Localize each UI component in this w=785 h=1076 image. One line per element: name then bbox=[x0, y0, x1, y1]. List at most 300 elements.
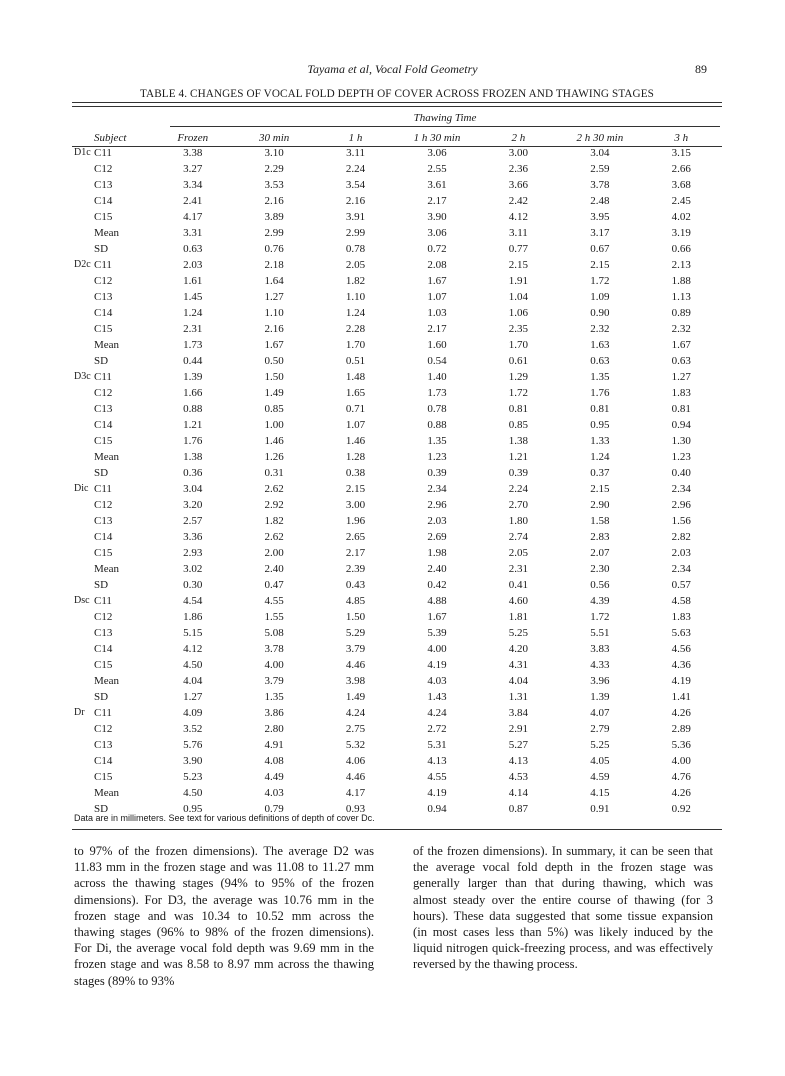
table-row bbox=[72, 337, 722, 353]
value-cell: 2.30 bbox=[590, 563, 610, 575]
subject-cell: C14 bbox=[94, 307, 113, 319]
value-cell: 5.27 bbox=[508, 739, 529, 751]
value-cell: 2.42 bbox=[508, 195, 529, 207]
value-cell: 4.50 bbox=[183, 659, 203, 671]
value-cell: 4.50 bbox=[183, 787, 203, 799]
table-row bbox=[72, 577, 722, 593]
value-cell: 4.56 bbox=[671, 643, 691, 655]
table-row bbox=[72, 385, 722, 401]
value-cell: 2.91 bbox=[508, 723, 529, 735]
measure-label bbox=[72, 465, 94, 481]
value-cell: 2.08 bbox=[427, 259, 447, 271]
subject-cell: Mean bbox=[94, 563, 120, 575]
table-row bbox=[72, 737, 722, 753]
value-cell: 1.07 bbox=[345, 419, 366, 431]
value-cell: 1.73 bbox=[183, 339, 203, 351]
value-cell: 3.86 bbox=[264, 707, 284, 719]
value-cell: 2.16 bbox=[264, 195, 284, 207]
value-cell: 5.32 bbox=[345, 739, 366, 751]
value-cell: 2.05 bbox=[508, 547, 529, 559]
value-cell: 2.18 bbox=[264, 259, 284, 271]
value-cell: 3.98 bbox=[345, 675, 366, 687]
value-cell: 4.04 bbox=[183, 675, 203, 687]
measure-label: Dr bbox=[74, 707, 85, 718]
table-row bbox=[72, 145, 722, 161]
value-cell: 3.20 bbox=[183, 499, 203, 511]
table-row bbox=[72, 641, 722, 657]
value-cell: 4.58 bbox=[671, 595, 691, 607]
column-header: Frozen bbox=[177, 132, 209, 144]
value-cell: 2.40 bbox=[264, 563, 284, 575]
table-header-row bbox=[72, 131, 722, 145]
subject-cell: C14 bbox=[94, 643, 113, 655]
value-cell: 5.39 bbox=[427, 627, 447, 639]
value-cell: 2.92 bbox=[264, 499, 284, 511]
value-cell: 0.81 bbox=[508, 403, 529, 415]
subject-cell: C12 bbox=[94, 163, 113, 175]
value-cell: 4.09 bbox=[183, 707, 203, 719]
value-cell: 2.24 bbox=[345, 163, 366, 175]
value-cell: 0.78 bbox=[345, 243, 366, 255]
value-cell: 0.67 bbox=[590, 243, 610, 255]
measure-label bbox=[72, 689, 94, 705]
measure-label bbox=[72, 497, 94, 513]
subject-cell: C13 bbox=[94, 627, 113, 639]
column-header: Subject bbox=[94, 132, 127, 144]
value-cell: 1.31 bbox=[508, 691, 529, 703]
value-cell: 2.93 bbox=[183, 547, 203, 559]
value-cell: 4.36 bbox=[671, 659, 691, 671]
value-cell: 0.40 bbox=[671, 467, 691, 479]
table-row bbox=[72, 673, 722, 689]
value-cell: 2.62 bbox=[264, 531, 284, 543]
subject-cell: Mean bbox=[94, 227, 120, 239]
subject-cell: SD bbox=[94, 467, 109, 479]
measure-label bbox=[72, 225, 94, 241]
value-cell: 1.35 bbox=[427, 435, 447, 447]
value-cell: 3.53 bbox=[264, 179, 284, 191]
measure-label bbox=[72, 785, 94, 801]
value-cell: 2.83 bbox=[590, 531, 610, 543]
value-cell: 1.23 bbox=[427, 451, 447, 463]
value-cell: 1.55 bbox=[264, 611, 284, 623]
value-cell: 2.15 bbox=[590, 483, 610, 495]
value-cell: 4.15 bbox=[590, 787, 610, 799]
table-row bbox=[72, 257, 722, 273]
measure-label bbox=[72, 609, 94, 625]
measure-label bbox=[72, 737, 94, 753]
value-cell: 3.10 bbox=[264, 147, 284, 159]
value-cell: 2.69 bbox=[427, 531, 447, 543]
table-row bbox=[72, 689, 722, 705]
value-cell: 2.45 bbox=[671, 195, 691, 207]
value-cell: 2.70 bbox=[508, 499, 529, 511]
subject-cell: C13 bbox=[94, 179, 113, 191]
value-cell: 4.46 bbox=[345, 659, 366, 671]
value-cell: 2.99 bbox=[345, 227, 366, 239]
value-cell: 4.59 bbox=[590, 771, 610, 783]
measure-label bbox=[72, 673, 94, 689]
value-cell: 1.72 bbox=[508, 387, 529, 399]
value-cell: 5.36 bbox=[671, 739, 691, 751]
value-cell: 3.54 bbox=[345, 179, 366, 191]
measure-label bbox=[72, 449, 94, 465]
value-cell: 1.60 bbox=[427, 339, 447, 351]
value-cell: 2.32 bbox=[671, 323, 691, 335]
top-rule-second bbox=[72, 106, 722, 107]
measure-label: D2c bbox=[74, 259, 91, 270]
subject-cell: C11 bbox=[94, 483, 112, 495]
subject-cell: C15 bbox=[94, 547, 113, 559]
subject-cell: C14 bbox=[94, 419, 113, 431]
value-cell: 2.55 bbox=[427, 163, 447, 175]
value-cell: 4.19 bbox=[671, 675, 691, 687]
value-cell: 2.90 bbox=[590, 499, 610, 511]
value-cell: 0.63 bbox=[671, 355, 691, 367]
value-cell: 1.23 bbox=[671, 451, 691, 463]
subject-cell: Mean bbox=[94, 339, 120, 351]
value-cell: 3.78 bbox=[590, 179, 610, 191]
value-cell: 1.46 bbox=[345, 435, 366, 447]
value-cell: 1.43 bbox=[427, 691, 447, 703]
value-cell: 4.02 bbox=[671, 211, 691, 223]
value-cell: 2.00 bbox=[264, 547, 284, 559]
value-cell: 1.03 bbox=[427, 307, 447, 319]
value-cell: 1.38 bbox=[508, 435, 529, 447]
value-cell: 1.38 bbox=[183, 451, 203, 463]
value-cell: 1.35 bbox=[590, 371, 610, 383]
measure-header bbox=[72, 131, 94, 145]
value-cell: 0.43 bbox=[345, 579, 366, 591]
subject-cell: C11 bbox=[94, 707, 112, 719]
value-cell: 1.66 bbox=[183, 387, 203, 399]
subject-cell: SD bbox=[94, 579, 109, 591]
value-cell: 1.67 bbox=[427, 611, 447, 623]
value-cell: 0.88 bbox=[183, 403, 203, 415]
value-cell: 0.30 bbox=[183, 579, 203, 591]
subject-cell: Mean bbox=[94, 675, 120, 687]
subject-cell: C15 bbox=[94, 435, 113, 447]
measure-label bbox=[72, 193, 94, 209]
measure-label bbox=[72, 241, 94, 257]
value-cell: 3.06 bbox=[427, 147, 447, 159]
column-header: 1 h bbox=[348, 132, 363, 144]
value-cell: 1.27 bbox=[183, 691, 203, 703]
value-cell: 3.89 bbox=[264, 211, 284, 223]
value-cell: 4.91 bbox=[264, 739, 284, 751]
value-cell: 0.56 bbox=[590, 579, 610, 591]
subject-cell: Mean bbox=[94, 451, 120, 463]
value-cell: 4.55 bbox=[427, 771, 447, 783]
value-cell: 3.84 bbox=[508, 707, 529, 719]
value-cell: 1.13 bbox=[671, 291, 691, 303]
value-cell: 2.57 bbox=[183, 515, 203, 527]
table-row bbox=[72, 161, 722, 177]
table-row bbox=[72, 305, 722, 321]
value-cell: 0.50 bbox=[264, 355, 284, 367]
value-cell: 4.85 bbox=[345, 595, 366, 607]
value-cell: 0.85 bbox=[264, 403, 284, 415]
value-cell: 4.76 bbox=[671, 771, 691, 783]
value-cell: 1.48 bbox=[345, 371, 366, 383]
column-header: 30 min bbox=[259, 132, 290, 144]
value-cell: 4.33 bbox=[590, 659, 610, 671]
value-cell: 1.04 bbox=[508, 291, 529, 303]
measure-label bbox=[72, 545, 94, 561]
value-cell: 0.66 bbox=[671, 243, 691, 255]
value-cell: 0.95 bbox=[183, 803, 203, 815]
value-cell: 2.34 bbox=[427, 483, 447, 495]
table-row bbox=[72, 369, 722, 385]
value-cell: 2.41 bbox=[183, 195, 203, 207]
value-cell: 4.19 bbox=[427, 659, 447, 671]
value-cell: 0.79 bbox=[264, 803, 284, 815]
value-cell: 0.95 bbox=[590, 419, 610, 431]
value-cell: 3.27 bbox=[183, 163, 203, 175]
value-cell: 4.26 bbox=[671, 707, 691, 719]
measure-label bbox=[72, 577, 94, 593]
value-cell: 0.31 bbox=[264, 467, 284, 479]
value-cell: 2.24 bbox=[508, 483, 529, 495]
value-cell: 3.91 bbox=[345, 211, 366, 223]
value-cell: 4.00 bbox=[427, 643, 447, 655]
value-cell: 4.17 bbox=[345, 787, 366, 799]
value-cell: 2.40 bbox=[427, 563, 447, 575]
value-cell: 1.70 bbox=[345, 339, 366, 351]
value-cell: 1.80 bbox=[508, 515, 529, 527]
value-cell: 3.02 bbox=[183, 563, 203, 575]
value-cell: 4.03 bbox=[427, 675, 447, 687]
value-cell: 1.10 bbox=[345, 291, 366, 303]
subject-cell: C12 bbox=[94, 499, 113, 511]
table-row bbox=[72, 785, 722, 801]
value-cell: 2.66 bbox=[671, 163, 691, 175]
table-row bbox=[72, 769, 722, 785]
value-cell: 1.72 bbox=[590, 611, 610, 623]
value-cell: 5.31 bbox=[427, 739, 447, 751]
value-cell: 0.71 bbox=[345, 403, 366, 415]
table-row bbox=[72, 705, 722, 721]
subject-cell: C12 bbox=[94, 723, 113, 735]
value-cell: 1.83 bbox=[671, 611, 691, 623]
value-cell: 1.39 bbox=[183, 371, 203, 383]
value-cell: 0.47 bbox=[264, 579, 284, 591]
value-cell: 3.11 bbox=[346, 147, 365, 159]
value-cell: 2.03 bbox=[427, 515, 447, 527]
subject-cell: C13 bbox=[94, 515, 113, 527]
value-cell: 0.41 bbox=[508, 579, 529, 591]
measure-label bbox=[72, 321, 94, 337]
table-row bbox=[72, 433, 722, 449]
value-cell: 2.03 bbox=[671, 547, 691, 559]
value-cell: 2.62 bbox=[264, 483, 284, 495]
table-row bbox=[72, 513, 722, 529]
value-cell: 2.59 bbox=[590, 163, 610, 175]
value-cell: 1.40 bbox=[427, 371, 447, 383]
value-cell: 3.11 bbox=[508, 227, 528, 239]
value-cell: 1.24 bbox=[590, 451, 610, 463]
value-cell: 5.76 bbox=[183, 739, 203, 751]
value-cell: 4.03 bbox=[264, 787, 284, 799]
measure-label: Dic bbox=[74, 483, 89, 494]
value-cell: 2.65 bbox=[345, 531, 366, 543]
subject-cell: C11 bbox=[94, 259, 112, 271]
value-cell: 3.90 bbox=[183, 755, 203, 767]
value-cell: 0.63 bbox=[590, 355, 610, 367]
measure-label: D3c bbox=[74, 371, 91, 382]
subject-cell: C14 bbox=[94, 195, 113, 207]
subject-cell: SD bbox=[94, 691, 109, 703]
subject-cell: SD bbox=[94, 803, 109, 815]
value-cell: 1.91 bbox=[508, 275, 529, 287]
measure-label bbox=[72, 177, 94, 193]
bottom-rule bbox=[72, 829, 722, 830]
value-cell: 0.57 bbox=[671, 579, 691, 591]
table-row bbox=[72, 209, 722, 225]
value-cell: 4.00 bbox=[671, 755, 691, 767]
subject-cell: C15 bbox=[94, 211, 113, 223]
value-cell: 5.23 bbox=[183, 771, 203, 783]
measure-label bbox=[72, 385, 94, 401]
value-cell: 2.80 bbox=[264, 723, 284, 735]
value-cell: 1.21 bbox=[183, 419, 203, 431]
value-cell: 1.45 bbox=[183, 291, 203, 303]
top-rule bbox=[72, 102, 722, 103]
value-cell: 2.32 bbox=[590, 323, 610, 335]
value-cell: 2.07 bbox=[590, 547, 610, 559]
value-cell: 4.06 bbox=[345, 755, 366, 767]
thawing-time-header: Thawing Time bbox=[413, 112, 477, 124]
measure-label bbox=[72, 433, 94, 449]
value-cell: 0.63 bbox=[183, 243, 203, 255]
value-cell: 3.04 bbox=[183, 483, 203, 495]
value-cell: 2.17 bbox=[427, 195, 447, 207]
measure-label bbox=[72, 273, 94, 289]
value-cell: 2.36 bbox=[508, 163, 529, 175]
column-header: 2 h 30 min bbox=[576, 132, 624, 144]
table-body bbox=[72, 145, 722, 817]
running-head: Tayama et al, Vocal Fold Geometry bbox=[307, 62, 478, 76]
table-row bbox=[72, 753, 722, 769]
value-cell: 2.99 bbox=[264, 227, 284, 239]
subject-cell: C12 bbox=[94, 611, 113, 623]
body-text-left-column: to 97% of the frozen dimensions). The average D2 was 11.83 mm in the frozen stage and was 11.08 to 11.27 mm across the thawing stages (94% to 95% of the frozen dimensions). For D3, the average was 10.76 mm in the frozen stage and was 10.34 to 10.52 mm across the thawing stages (96% to 98% of the frozen dimensions). For Di, the average vocal fold depth was 9.69 mm in the frozen stage and was 8.58 to 8.97 mm across the thawing stages (89% to 93% bbox=[74, 844, 374, 988]
value-cell: 2.79 bbox=[590, 723, 610, 735]
value-cell: 0.87 bbox=[508, 803, 529, 815]
value-cell: 4.49 bbox=[264, 771, 284, 783]
value-cell: 0.78 bbox=[427, 403, 447, 415]
measure-label bbox=[72, 769, 94, 785]
value-cell: 1.07 bbox=[427, 291, 447, 303]
subject-cell: C11 bbox=[94, 371, 112, 383]
table-row bbox=[72, 545, 722, 561]
subject-cell: C11 bbox=[94, 595, 112, 607]
table-row bbox=[72, 625, 722, 641]
value-cell: 3.96 bbox=[590, 675, 610, 687]
measure-label bbox=[72, 753, 94, 769]
value-cell: 4.14 bbox=[508, 787, 529, 799]
value-cell: 4.24 bbox=[345, 707, 366, 719]
value-cell: 4.55 bbox=[264, 595, 284, 607]
table-row bbox=[72, 241, 722, 257]
measure-label bbox=[72, 417, 94, 433]
value-cell: 3.90 bbox=[427, 211, 447, 223]
value-cell: 1.76 bbox=[183, 435, 203, 447]
value-cell: 1.35 bbox=[264, 691, 284, 703]
value-cell: 1.49 bbox=[264, 387, 284, 399]
value-cell: 1.24 bbox=[345, 307, 366, 319]
value-cell: 0.76 bbox=[264, 243, 284, 255]
value-cell: 3.52 bbox=[183, 723, 203, 735]
value-cell: 4.53 bbox=[508, 771, 529, 783]
value-cell: 4.24 bbox=[427, 707, 447, 719]
value-cell: 4.17 bbox=[183, 211, 203, 223]
value-cell: 2.34 bbox=[671, 483, 691, 495]
table-row bbox=[72, 225, 722, 241]
value-cell: 2.15 bbox=[590, 259, 610, 271]
value-cell: 3.68 bbox=[671, 179, 691, 191]
value-cell: 1.09 bbox=[590, 291, 610, 303]
value-cell: 2.31 bbox=[183, 323, 203, 335]
value-cell: 3.95 bbox=[590, 211, 610, 223]
value-cell: 1.10 bbox=[264, 307, 284, 319]
value-cell: 1.21 bbox=[508, 451, 529, 463]
value-cell: 1.67 bbox=[264, 339, 284, 351]
value-cell: 3.66 bbox=[508, 179, 529, 191]
value-cell: 4.05 bbox=[590, 755, 610, 767]
value-cell: 1.72 bbox=[590, 275, 610, 287]
value-cell: 3.78 bbox=[264, 643, 284, 655]
table-row bbox=[72, 497, 722, 513]
value-cell: 5.29 bbox=[345, 627, 366, 639]
value-cell: 3.34 bbox=[183, 179, 203, 191]
value-cell: 0.88 bbox=[427, 419, 447, 431]
value-cell: 1.63 bbox=[590, 339, 610, 351]
subject-cell: Mean bbox=[94, 787, 120, 799]
value-cell: 1.33 bbox=[590, 435, 610, 447]
value-cell: 0.94 bbox=[427, 803, 447, 815]
table-row bbox=[72, 417, 722, 433]
value-cell: 1.96 bbox=[345, 515, 366, 527]
value-cell: 0.72 bbox=[427, 243, 447, 255]
value-cell: 0.37 bbox=[590, 467, 610, 479]
value-cell: 3.31 bbox=[183, 227, 203, 239]
value-cell: 2.13 bbox=[671, 259, 691, 271]
value-cell: 1.67 bbox=[427, 275, 447, 287]
value-cell: 1.30 bbox=[671, 435, 691, 447]
measure-label bbox=[72, 353, 94, 369]
measure-label bbox=[72, 289, 94, 305]
value-cell: 0.89 bbox=[671, 307, 691, 319]
value-cell: 1.58 bbox=[590, 515, 610, 527]
value-cell: 3.06 bbox=[427, 227, 447, 239]
value-cell: 4.00 bbox=[264, 659, 284, 671]
table-row bbox=[72, 177, 722, 193]
value-cell: 2.16 bbox=[345, 195, 366, 207]
value-cell: 1.82 bbox=[345, 275, 366, 287]
value-cell: 4.20 bbox=[508, 643, 529, 655]
value-cell: 0.36 bbox=[183, 467, 203, 479]
value-cell: 0.39 bbox=[508, 467, 529, 479]
value-cell: 2.89 bbox=[671, 723, 691, 735]
value-cell: 4.88 bbox=[427, 595, 447, 607]
value-cell: 0.44 bbox=[183, 355, 203, 367]
subject-cell: C13 bbox=[94, 291, 113, 303]
measure-label bbox=[72, 513, 94, 529]
value-cell: 1.81 bbox=[508, 611, 529, 623]
table-row bbox=[72, 593, 722, 609]
value-cell: 3.38 bbox=[183, 147, 203, 159]
